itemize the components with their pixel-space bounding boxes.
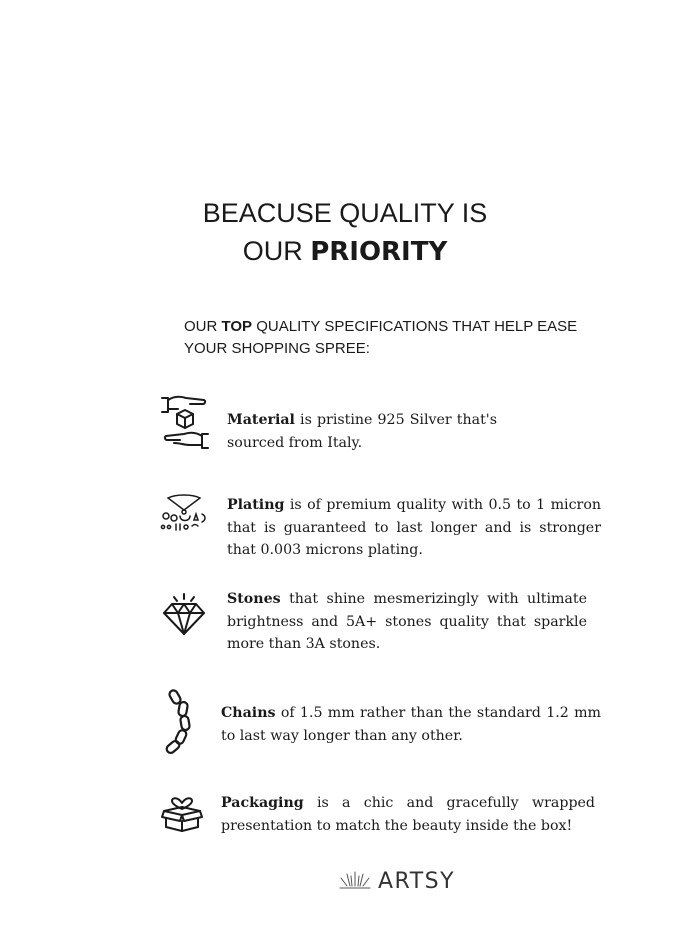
intro-rest: QUALITY SPECIFICATIONS THAT HELP EASE YOUR SHOPPING SPREE: — [184, 318, 578, 357]
feature-chains-text — [221, 702, 601, 747]
chain-icon — [165, 688, 195, 760]
feature-stones-title: Stones — [227, 591, 281, 607]
diamond-icon — [162, 592, 206, 640]
brand-name: ARTSY — [378, 868, 456, 894]
feature-plating-text — [227, 494, 601, 562]
title-line-1: BEACUSE QUALITY IS — [202, 198, 488, 228]
title-line-2-prefix: OUR — [242, 236, 311, 266]
feature-plating-desc: is of premium quality with 0.5 to 1 micron that is guaranteed to last longer and is stronger that 0.003 microns plating. — [227, 497, 601, 558]
feature-chains-desc: of 1.5 mm rather than the standard 1.2 mm to last way longer than any other. — [221, 705, 601, 744]
feature-packaging-desc: is a chic and gracefully wrapped presentation to match the beauty inside the box! — [221, 795, 595, 834]
gift-box-icon — [160, 791, 204, 837]
brand-logo — [338, 866, 455, 896]
jewelry-icon — [158, 492, 210, 538]
feature-material-text — [227, 409, 497, 454]
hand-box-icon — [160, 394, 210, 456]
title-priority: PRIORITY — [310, 237, 448, 267]
feature-packaging-text — [221, 792, 595, 837]
title-line-2 — [0, 232, 690, 271]
feature-packaging-title: Packaging — [221, 795, 304, 811]
feature-plating-title: Plating — [227, 497, 285, 513]
intro-prefix: OUR — [184, 318, 222, 335]
feature-stones-text — [227, 588, 587, 656]
feature-stones-desc: that shine mesmerizingly with ultimate brightness and 5A+ stones quality that sparkle more than 3A stones. — [227, 591, 587, 652]
sunburst-icon — [338, 868, 372, 894]
intro-text — [184, 316, 584, 360]
feature-material-title: Material — [227, 412, 295, 428]
intro-strong: TOP — [221, 318, 253, 335]
page-title — [0, 194, 690, 271]
feature-chains-title: Chains — [221, 705, 276, 721]
feature-material-desc: is pristine 925 Silver that's sourced from Italy. — [227, 412, 497, 451]
